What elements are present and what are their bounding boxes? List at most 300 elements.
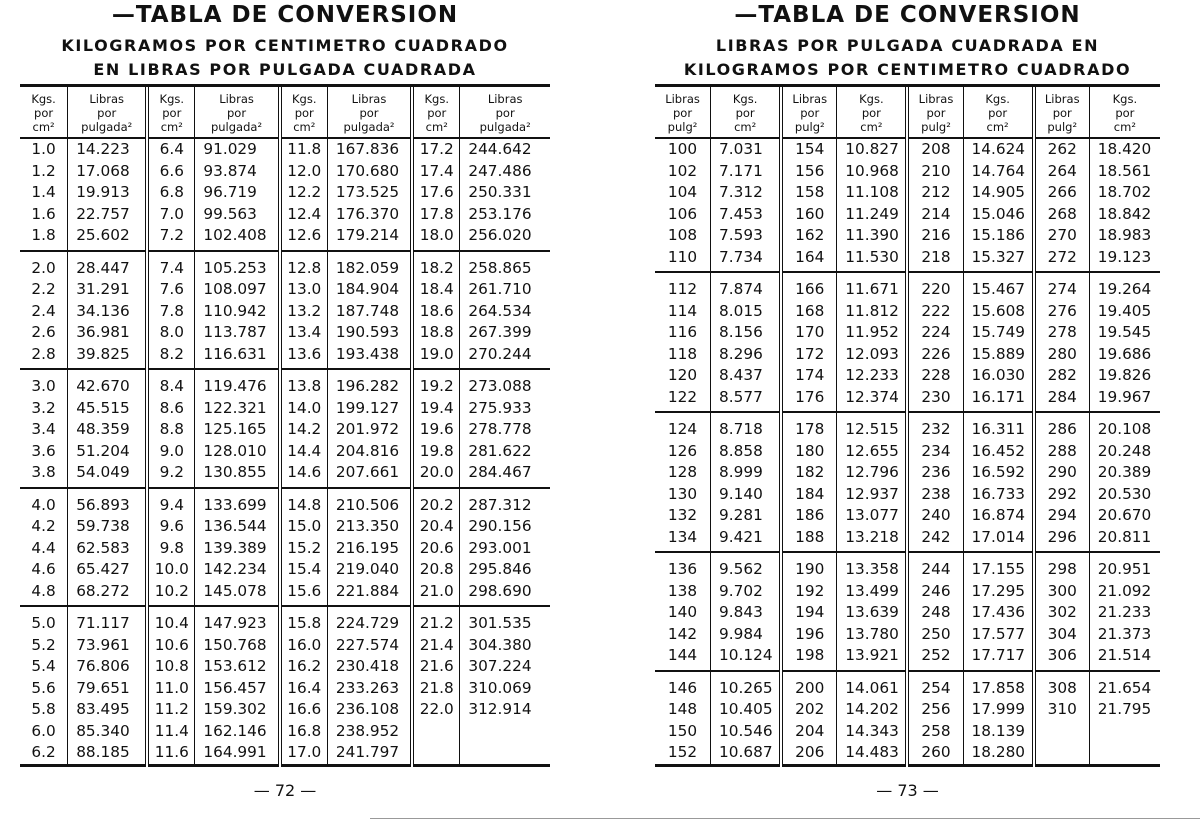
converted-value-cell: 8.858 xyxy=(711,441,782,463)
converted-value-cell: 12.093 xyxy=(837,344,908,366)
converted-value-cell: 21.092 xyxy=(1089,581,1160,603)
input-value-cell: 254 xyxy=(907,671,963,700)
converted-value-cell: 14.624 xyxy=(963,138,1034,161)
converted-value-cell: 17.999 xyxy=(963,699,1034,721)
converted-value-cell: 247.486 xyxy=(460,161,550,183)
converted-value-cell: 19.967 xyxy=(1089,387,1160,413)
converted-value-cell: 73.961 xyxy=(68,635,148,657)
input-value-cell: 4.2 xyxy=(31,517,56,535)
converted-value-cell: 17.858 xyxy=(963,671,1034,700)
converted-value-cell: 7.874 xyxy=(711,272,782,301)
table-row xyxy=(20,161,550,183)
table-row xyxy=(20,251,550,280)
converted-value-cell: 10.827 xyxy=(837,138,908,161)
column-header-line: Kgs. xyxy=(732,92,758,106)
converted-value-cell: 15.186 xyxy=(963,225,1034,247)
converted-value-cell: 256.020 xyxy=(460,225,550,251)
input-value-cell: 8.8 xyxy=(147,419,195,441)
table-row xyxy=(20,322,550,344)
converted-value-cell: 204.816 xyxy=(327,441,412,463)
input-value-cell: 234 xyxy=(907,441,963,463)
input-value-cell: 17.6 xyxy=(412,182,460,204)
converted-value-cell: 21.654 xyxy=(1089,671,1160,700)
input-value-cell: 152 xyxy=(655,742,711,765)
input-value-cell: 21.8 xyxy=(412,678,460,700)
converted-value-cell: 130.855 xyxy=(195,462,280,488)
converted-value-cell: 11.530 xyxy=(837,247,908,273)
input-value-cell: 244 xyxy=(907,552,963,581)
column-header-line: por xyxy=(359,106,379,120)
converted-value-cell: 17.068 xyxy=(68,161,148,183)
column-header-line: por xyxy=(672,106,693,120)
converted-value-cell: 20.530 xyxy=(1089,484,1160,506)
converted-value-cell: 16.171 xyxy=(963,387,1034,413)
converted-value-cell: 62.583 xyxy=(68,538,148,560)
converted-value-cell: 19.405 xyxy=(1089,301,1160,323)
input-value-cell: 17.0 xyxy=(280,742,328,765)
converted-value-cell: 19.826 xyxy=(1089,365,1160,387)
table-row xyxy=(655,462,1160,484)
column-header-line: Kgs. xyxy=(1112,92,1138,106)
table-row xyxy=(20,301,550,323)
converted-value-cell: 51.204 xyxy=(68,441,148,463)
converted-value-cell: 11.390 xyxy=(837,225,908,247)
converted-value-cell: 42.670 xyxy=(68,369,148,398)
converted-value-cell: 17.295 xyxy=(963,581,1034,603)
input-value-cell: 108 xyxy=(667,226,698,244)
column-header-line: pulg² xyxy=(667,120,698,134)
input-value-cell: 11.8 xyxy=(280,138,328,161)
input-value-cell: 11.2 xyxy=(147,699,195,721)
converted-value-cell: 295.846 xyxy=(460,559,550,581)
input-value-cell: 14.4 xyxy=(280,441,328,463)
table-row xyxy=(655,742,1160,765)
page-title: —TABLA DE CONVERSION xyxy=(734,2,1081,28)
converted-value-cell: 25.602 xyxy=(68,225,148,251)
column-header-line: por xyxy=(800,106,820,120)
converted-value-cell: 8.437 xyxy=(711,365,782,387)
converted-value-cell: 207.661 xyxy=(327,462,412,488)
converted-value-cell: 210.506 xyxy=(327,488,412,517)
converted-value-cell: 13.639 xyxy=(837,602,908,624)
column-header-line: Kgs. xyxy=(31,92,56,106)
page-subtitle-line-2: EN LIBRAS POR PULGADA CUADRADA xyxy=(93,60,477,79)
input-value-cell: 15.4 xyxy=(280,559,328,581)
input-value-cell: 288 xyxy=(1034,441,1090,463)
input-value-cell: 138 xyxy=(667,581,698,600)
input-value-cell: 11.0 xyxy=(147,678,195,700)
conversion-table-kg-to-lb xyxy=(20,87,550,767)
converted-value-cell: 8.718 xyxy=(711,412,782,441)
converted-value-cell: 298.690 xyxy=(460,581,550,607)
converted-value-cell: 156.457 xyxy=(195,678,280,700)
converted-value-cell: 304.380 xyxy=(460,635,550,657)
input-value-cell: 18.4 xyxy=(412,279,460,301)
input-value-cell: 296 xyxy=(1034,527,1090,553)
converted-value-cell: 173.525 xyxy=(327,182,412,204)
table-row xyxy=(655,225,1160,247)
table-header xyxy=(655,87,1160,138)
converted-value-cell: 14.905 xyxy=(963,182,1034,204)
converted-value-cell: 11.249 xyxy=(837,204,908,226)
table-row xyxy=(655,484,1160,506)
input-value-cell: 7.2 xyxy=(147,225,195,251)
column-header xyxy=(460,87,550,138)
table-row xyxy=(20,138,550,161)
converted-value-cell: 122.321 xyxy=(195,398,280,420)
table-row xyxy=(655,161,1160,183)
converted-value-cell: 19.264 xyxy=(1089,272,1160,301)
input-value-cell: 8.6 xyxy=(147,398,195,420)
converted-value-cell: 10.968 xyxy=(837,161,908,183)
input-value-cell: 166 xyxy=(781,272,837,301)
input-value-cell: 9.0 xyxy=(147,441,195,463)
input-value-cell: 2.8 xyxy=(20,344,68,370)
input-value-cell: 6.4 xyxy=(147,138,195,161)
converted-value-cell: 179.214 xyxy=(327,225,412,251)
input-value-cell: 126 xyxy=(667,441,698,460)
input-value-cell: 140 xyxy=(667,603,698,621)
input-value-cell: 168 xyxy=(781,301,837,323)
converted-value-cell: 9.984 xyxy=(711,624,782,646)
table-row xyxy=(655,671,1160,700)
input-value-cell: 5.8 xyxy=(31,700,56,718)
table-row xyxy=(655,527,1160,553)
input-value-cell: 9.4 xyxy=(147,488,195,517)
input-value-cell: 262 xyxy=(1034,138,1090,161)
converted-value-cell: 85.340 xyxy=(68,721,148,743)
input-value-cell: 268 xyxy=(1034,204,1090,226)
column-header xyxy=(781,87,837,138)
converted-value-cell: 9.702 xyxy=(711,581,782,603)
converted-value-cell: 7.734 xyxy=(711,247,782,273)
column-header-line: por xyxy=(495,106,515,120)
input-value-cell: 292 xyxy=(1034,484,1090,506)
input-value-cell: 3.2 xyxy=(31,398,56,417)
converted-value-cell: 221.884 xyxy=(327,581,412,607)
input-value-cell: 19.8 xyxy=(412,441,460,463)
input-value-cell: 18.8 xyxy=(412,322,460,344)
input-value-cell: 16.2 xyxy=(280,656,328,678)
input-value-cell: 238 xyxy=(907,484,963,506)
converted-value-cell: 7.312 xyxy=(711,182,782,204)
converted-value-cell: 11.671 xyxy=(837,272,908,301)
table-row xyxy=(20,279,550,301)
converted-value-cell: 184.904 xyxy=(327,279,412,301)
converted-value-cell: 190.593 xyxy=(327,322,412,344)
column-header-line: pulgada² xyxy=(479,120,531,134)
input-value-cell: 4.4 xyxy=(31,538,56,557)
converted-value-cell: 193.438 xyxy=(327,344,412,370)
converted-value-cell: 17.436 xyxy=(963,602,1034,624)
converted-value-cell: 13.218 xyxy=(837,527,908,553)
converted-value-cell: 8.577 xyxy=(711,387,782,413)
input-value-cell: 294 xyxy=(1034,505,1090,527)
converted-value-cell: 19.913 xyxy=(68,182,148,204)
input-value-cell: 5.6 xyxy=(31,678,56,697)
table-row xyxy=(20,559,550,581)
input-value-cell: 20.6 xyxy=(412,538,460,560)
converted-value-cell: 162.146 xyxy=(195,721,280,743)
converted-value-cell: 16.030 xyxy=(963,365,1034,387)
column-header-line: por xyxy=(97,106,117,120)
converted-value-cell: 253.176 xyxy=(460,204,550,226)
converted-value-cell: 20.951 xyxy=(1089,552,1160,581)
converted-value-cell: 13.921 xyxy=(837,645,908,671)
input-value-cell: 16.4 xyxy=(280,678,328,700)
converted-value-cell: 113.787 xyxy=(195,322,280,344)
input-value-cell: 142 xyxy=(667,624,698,643)
input-value-cell: 290 xyxy=(1034,462,1090,484)
converted-value-cell: 76.806 xyxy=(68,656,148,678)
column-header-line: cm² xyxy=(734,120,757,134)
converted-value-cell: 273.088 xyxy=(460,369,550,398)
input-value-cell: 196 xyxy=(781,624,837,646)
converted-value-cell: 21.795 xyxy=(1089,699,1160,721)
converted-value-cell: 15.889 xyxy=(963,344,1034,366)
input-value-cell: 286 xyxy=(1034,412,1090,441)
converted-value-cell: 10.687 xyxy=(711,742,782,765)
converted-value-cell xyxy=(460,721,550,743)
converted-value-cell: 142.234 xyxy=(195,559,280,581)
converted-value-cell: 278.778 xyxy=(460,419,550,441)
input-value-cell: 218 xyxy=(907,247,963,273)
input-value-cell: 228 xyxy=(907,365,963,387)
input-value-cell: 6.0 xyxy=(31,721,56,740)
input-value-cell: 14.0 xyxy=(280,398,328,420)
input-value-cell: 18.0 xyxy=(412,225,460,251)
input-value-cell: 270 xyxy=(1034,225,1090,247)
input-value-cell: 192 xyxy=(781,581,837,603)
column-header-line: Kgs. xyxy=(985,92,1010,106)
converted-value-cell: 71.117 xyxy=(68,606,148,635)
input-value-cell: 1.4 xyxy=(31,183,56,201)
input-value-cell: 104 xyxy=(667,183,698,201)
input-value-cell: 19.6 xyxy=(412,419,460,441)
input-value-cell xyxy=(412,742,460,765)
input-value-cell: 13.4 xyxy=(280,322,328,344)
converted-value-cell: 125.165 xyxy=(195,419,280,441)
converted-value-cell: 65.427 xyxy=(68,559,148,581)
converted-value-cell: 290.156 xyxy=(460,516,550,538)
input-value-cell: 186 xyxy=(781,505,837,527)
column-header xyxy=(20,87,68,138)
table-row xyxy=(20,606,550,635)
table-row xyxy=(655,645,1160,671)
converted-value-cell: 20.108 xyxy=(1089,412,1160,441)
converted-value-cell: 15.327 xyxy=(963,247,1034,273)
column-header-line: pulg² xyxy=(1047,120,1078,134)
converted-value-cell: 91.029 xyxy=(195,138,280,161)
converted-value-cell: 14.343 xyxy=(837,721,908,743)
converted-value-cell: 219.040 xyxy=(327,559,412,581)
input-value-cell: 250 xyxy=(907,624,963,646)
conversion-table-lb-to-kg xyxy=(655,87,1160,767)
converted-value-cell: 267.399 xyxy=(460,322,550,344)
table-body xyxy=(20,138,550,765)
column-header-line: Kgs. xyxy=(292,92,317,106)
input-value-cell: 158 xyxy=(781,182,837,204)
converted-value-cell: 18.420 xyxy=(1089,138,1160,161)
input-value-cell: 3.0 xyxy=(31,377,56,395)
column-header xyxy=(837,87,908,138)
converted-value-cell: 284.467 xyxy=(460,462,550,488)
input-value-cell: 308 xyxy=(1034,671,1090,700)
column-header xyxy=(412,87,460,138)
input-value-cell: 6.2 xyxy=(20,742,68,765)
input-value-cell: 14.8 xyxy=(280,488,328,517)
converted-value-cell: 150.768 xyxy=(195,635,280,657)
converted-value-cell: 36.981 xyxy=(68,322,148,344)
converted-value-cell: 307.224 xyxy=(460,656,550,678)
table-row xyxy=(655,182,1160,204)
converted-value-cell: 19.686 xyxy=(1089,344,1160,366)
column-header-line: por xyxy=(926,106,946,120)
table-row xyxy=(655,505,1160,527)
converted-value-cell: 310.069 xyxy=(460,678,550,700)
converted-value-cell: 287.312 xyxy=(460,488,550,517)
input-value-cell: 12.8 xyxy=(280,251,328,280)
table-row xyxy=(20,581,550,607)
input-value-cell: 162 xyxy=(781,225,837,247)
input-value-cell: 16.0 xyxy=(280,635,328,657)
input-value-cell: 124 xyxy=(667,420,698,438)
input-value-cell: 6.8 xyxy=(147,182,195,204)
input-value-cell: 19.2 xyxy=(412,369,460,398)
column-header-line: Libras xyxy=(792,92,828,106)
page-subtitle-line-1: KILOGRAMOS POR CENTIMETRO CUADRADO xyxy=(61,36,509,55)
input-value-cell: 266 xyxy=(1034,182,1090,204)
table-row xyxy=(655,699,1160,721)
column-header-line: Kgs. xyxy=(859,92,884,106)
input-value-cell: 114 xyxy=(667,301,698,320)
column-header-line: cm² xyxy=(425,120,448,134)
input-value-cell xyxy=(1034,742,1090,765)
converted-value-cell: 8.296 xyxy=(711,344,782,366)
converted-value-cell: 15.467 xyxy=(963,272,1034,301)
page-73 xyxy=(655,0,1160,800)
input-value-cell: 10.0 xyxy=(147,559,195,581)
converted-value-cell: 12.937 xyxy=(837,484,908,506)
converted-value-cell: 9.421 xyxy=(711,527,782,553)
table-row xyxy=(655,247,1160,273)
converted-value-cell: 11.108 xyxy=(837,182,908,204)
converted-value-cell: 261.710 xyxy=(460,279,550,301)
input-value-cell: 132 xyxy=(667,506,698,524)
converted-value-cell: 18.280 xyxy=(963,742,1034,765)
table-header xyxy=(20,87,550,138)
input-value-cell: 274 xyxy=(1034,272,1090,301)
converted-value-cell: 13.499 xyxy=(837,581,908,603)
input-value-cell: 252 xyxy=(907,645,963,671)
column-header-line: por xyxy=(861,106,881,120)
table-body xyxy=(655,138,1160,765)
column-header-line: cm² xyxy=(860,120,883,134)
input-value-cell: 4.6 xyxy=(31,560,56,578)
converted-value-cell: 7.031 xyxy=(711,138,782,161)
column-header-line: por xyxy=(1052,106,1072,120)
column-header-line: Kgs. xyxy=(424,92,449,106)
converted-value-cell: 39.825 xyxy=(68,344,148,370)
converted-value-cell: 15.046 xyxy=(963,204,1034,226)
table-row xyxy=(655,301,1160,323)
converted-value-cell: 233.263 xyxy=(327,678,412,700)
input-value-cell: 208 xyxy=(907,138,963,161)
input-value-cell: 13.2 xyxy=(280,301,328,323)
table-row xyxy=(655,138,1160,161)
page-title: —TABLA DE CONVERSION xyxy=(111,2,459,28)
input-value-cell: 5.2 xyxy=(31,635,56,654)
column-header-line: por xyxy=(294,106,314,120)
input-value-cell: 160 xyxy=(781,204,837,226)
column-header-line: Libras xyxy=(1044,92,1080,106)
input-value-cell: 2.0 xyxy=(31,258,56,277)
column-header xyxy=(68,87,148,138)
column-header xyxy=(1089,87,1160,138)
input-value-cell: 194 xyxy=(781,602,837,624)
converted-value-cell: 9.843 xyxy=(711,602,782,624)
converted-value-cell: 54.049 xyxy=(68,462,148,488)
input-value-cell: 248 xyxy=(907,602,963,624)
converted-value-cell: 147.923 xyxy=(195,606,280,635)
converted-value-cell: 270.244 xyxy=(460,344,550,370)
input-value-cell: 306 xyxy=(1034,645,1090,671)
input-value-cell: 3.4 xyxy=(31,420,56,438)
table-row xyxy=(655,204,1160,226)
input-value-cell: 182 xyxy=(781,462,837,484)
input-value-cell: 146 xyxy=(667,678,698,697)
input-value-cell: 20.0 xyxy=(412,462,460,488)
input-value-cell: 204 xyxy=(781,721,837,743)
converted-value-cell: 187.748 xyxy=(327,301,412,323)
input-value-cell: 2.2 xyxy=(31,280,56,298)
converted-value-cell: 201.972 xyxy=(327,419,412,441)
input-value-cell: 9.6 xyxy=(147,516,195,538)
input-value-cell: 100 xyxy=(667,140,698,158)
input-value-cell: 230 xyxy=(907,387,963,413)
input-value-cell: 298 xyxy=(1034,552,1090,581)
converted-value-cell: 14.764 xyxy=(963,161,1034,183)
input-value-cell xyxy=(1034,721,1090,743)
converted-value-cell: 176.370 xyxy=(327,204,412,226)
converted-value-cell: 108.097 xyxy=(195,279,280,301)
table-row xyxy=(20,182,550,204)
input-value-cell: 15.6 xyxy=(280,581,328,607)
input-value-cell: 21.0 xyxy=(412,581,460,607)
input-value-cell: 21.6 xyxy=(412,656,460,678)
input-value-cell: 15.0 xyxy=(280,516,328,538)
header-row xyxy=(655,87,1160,138)
input-value-cell: 172 xyxy=(781,344,837,366)
input-value-cell: 15.8 xyxy=(280,606,328,635)
converted-value-cell: 20.811 xyxy=(1089,527,1160,553)
converted-value-cell: 128.010 xyxy=(195,441,280,463)
input-value-cell: 224 xyxy=(907,322,963,344)
converted-value-cell: 12.655 xyxy=(837,441,908,463)
table-row xyxy=(655,412,1160,441)
converted-value-cell: 15.749 xyxy=(963,322,1034,344)
column-header-line: Libras xyxy=(918,92,954,106)
page-number: — 73 — xyxy=(876,780,939,800)
converted-value-cell: 13.358 xyxy=(837,552,908,581)
input-value-cell: 12.6 xyxy=(280,225,328,251)
column-header-line: por xyxy=(988,106,1008,120)
table-row xyxy=(20,369,550,398)
input-value-cell: 2.4 xyxy=(31,301,56,320)
converted-value-cell: 93.874 xyxy=(195,161,280,183)
converted-value-cell: 9.281 xyxy=(711,505,782,527)
input-value-cell: 12.4 xyxy=(280,204,328,226)
